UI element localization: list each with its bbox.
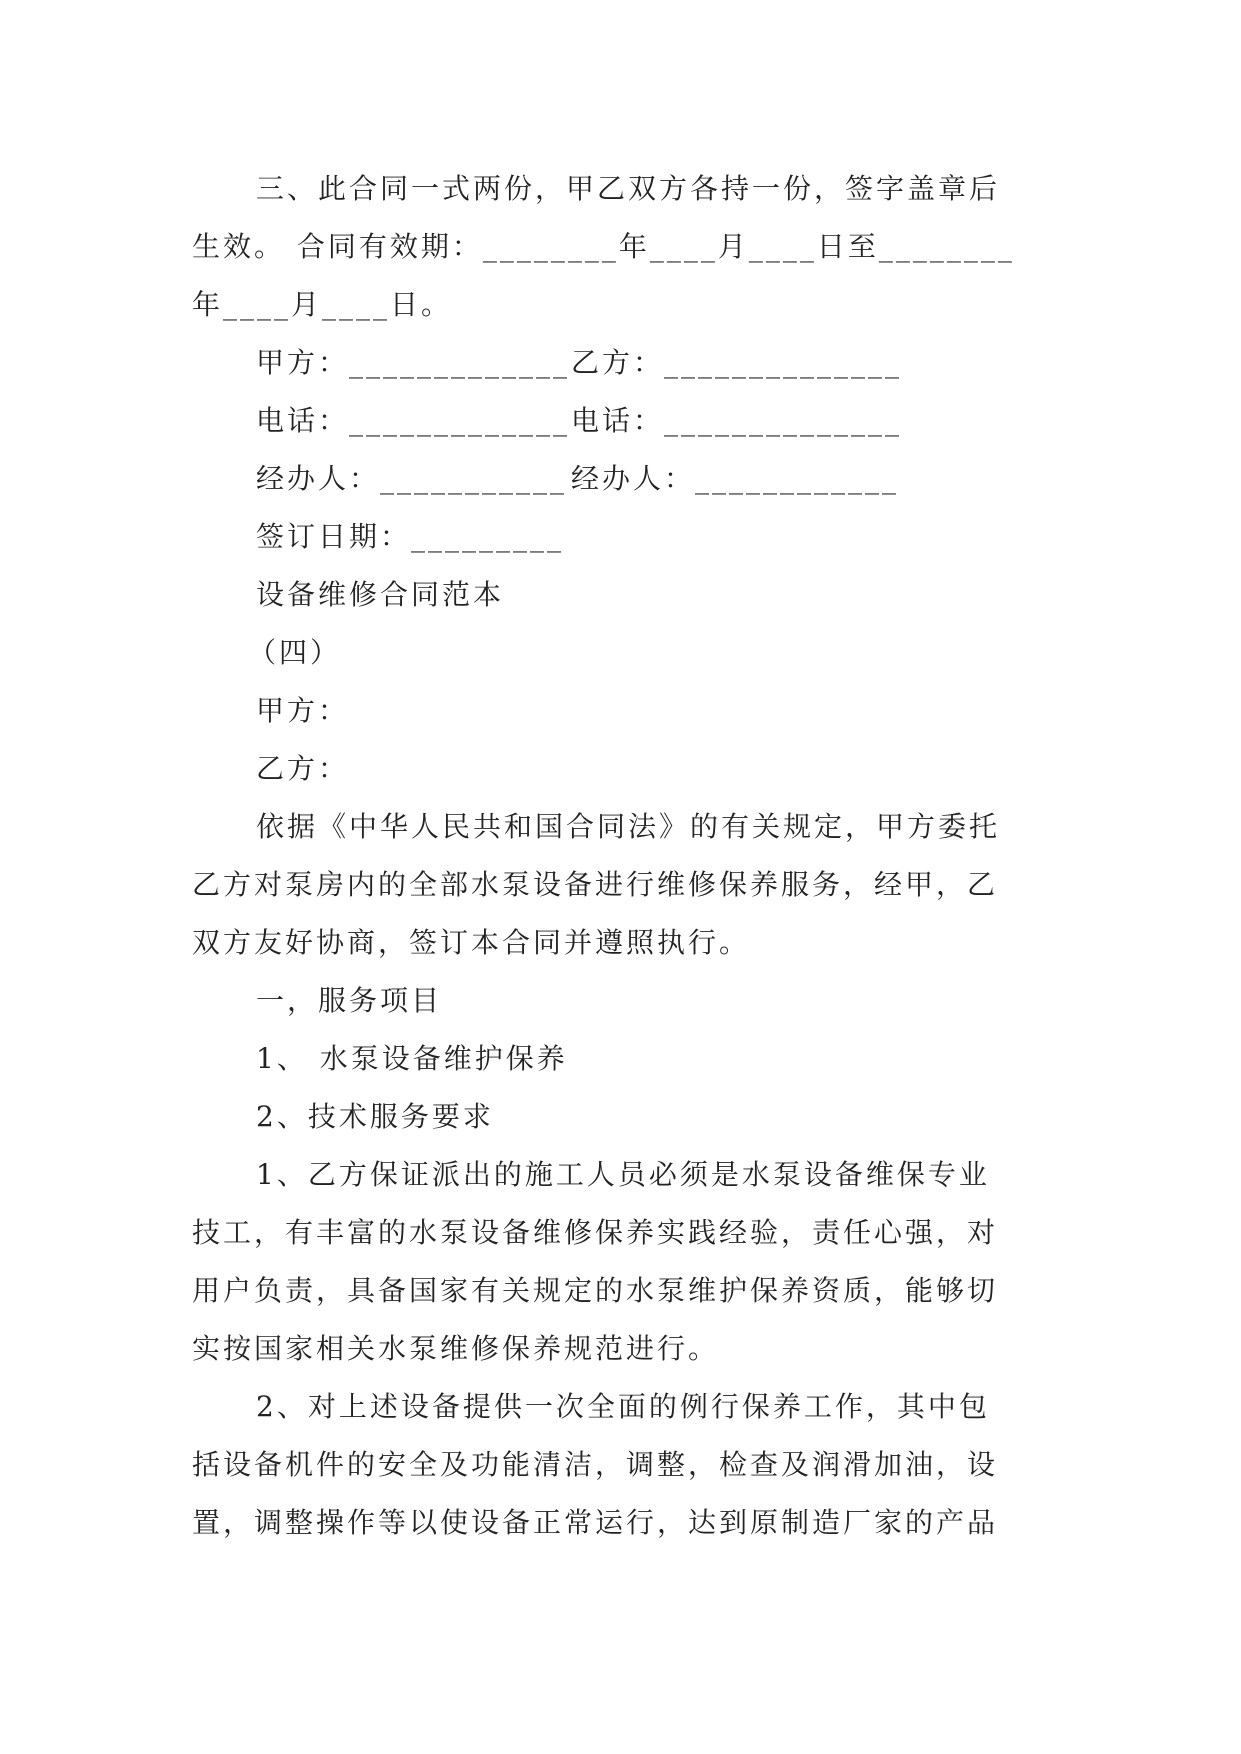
section-1-heading: 一，服务项目 <box>256 984 443 1017</box>
party-b-signature-field: 乙方：______________ <box>571 346 903 379</box>
clause-3-line-2: 生效。 合同有效期：________年____月____日至________ <box>192 230 1015 263</box>
requirement-2-paragraph <box>192 1378 1052 1552</box>
service-item-2: 2、技术服务要求 <box>256 1100 494 1133</box>
clause-3 <box>192 160 1052 334</box>
document-body <box>192 160 1052 1552</box>
requirement-2-line-1: 2、对上述设备提供一次全面的例行保养工作，其中包 <box>256 1390 990 1423</box>
party-a-agent-field: 经办人：___________ <box>256 462 568 495</box>
intro-line-3: 双方友好协商，签订本合同并遵照执行。 <box>192 926 751 959</box>
party-a-signature-field: 甲方：_____________ <box>256 346 571 379</box>
party-a-phone-field: 电话：_____________ <box>256 404 571 437</box>
sign-date-field: 签订日期：_________ <box>256 520 565 553</box>
requirement-1-paragraph <box>192 1146 1052 1378</box>
intro-paragraph <box>192 798 1052 972</box>
clause-3-line-3: 年____月____日。 <box>192 288 453 321</box>
requirement-2-line-3: 置，调整操作等以使设备正常运行，达到原制造厂家的产品 <box>192 1506 999 1539</box>
signature-row-date <box>192 508 1052 566</box>
requirement-2-line-2: 括设备机件的安全及功能清洁，调整，检查及润滑加油，设 <box>192 1448 999 1481</box>
contract-number: （四） <box>248 636 342 669</box>
intro-line-2: 乙方对泵房内的全部水泵设备进行维修保养服务，经甲，乙 <box>192 868 999 901</box>
intro-line-1: 依据《中华人民共和国合同法》的有关规定，甲方委托 <box>256 810 1001 843</box>
contract-party-a: 甲方： <box>256 694 350 727</box>
requirement-1-line-2: 技工，有丰富的水泵设备维修保养实践经验，责任心强，对 <box>192 1216 999 1249</box>
signature-block <box>192 334 1052 566</box>
clause-3-line-1: 三、此合同一式两份，甲乙双方各持一份，签字盖章后 <box>256 172 1001 205</box>
contract-party-b: 乙方： <box>256 752 350 785</box>
requirement-1-line-1: 1、乙方保证派出的施工人员必须是水泵设备维保专业 <box>256 1158 990 1191</box>
party-b-agent-field: 经办人：____________ <box>571 462 900 495</box>
signature-row-party <box>192 334 1052 392</box>
contract-title: 设备维修合同范本 <box>256 578 505 611</box>
signature-row-phone <box>192 392 1052 450</box>
requirement-1-line-3: 用户负责，具备国家有关规定的水泵维护保养资质，能够切 <box>192 1274 999 1307</box>
requirement-1-line-4: 实按国家相关水泵维修保养规范进行。 <box>192 1332 720 1365</box>
service-item-1: 1、 水泵设备维护保养 <box>256 1042 568 1075</box>
party-b-phone-field: 电话：______________ <box>571 404 903 437</box>
signature-row-agent <box>192 450 1052 508</box>
